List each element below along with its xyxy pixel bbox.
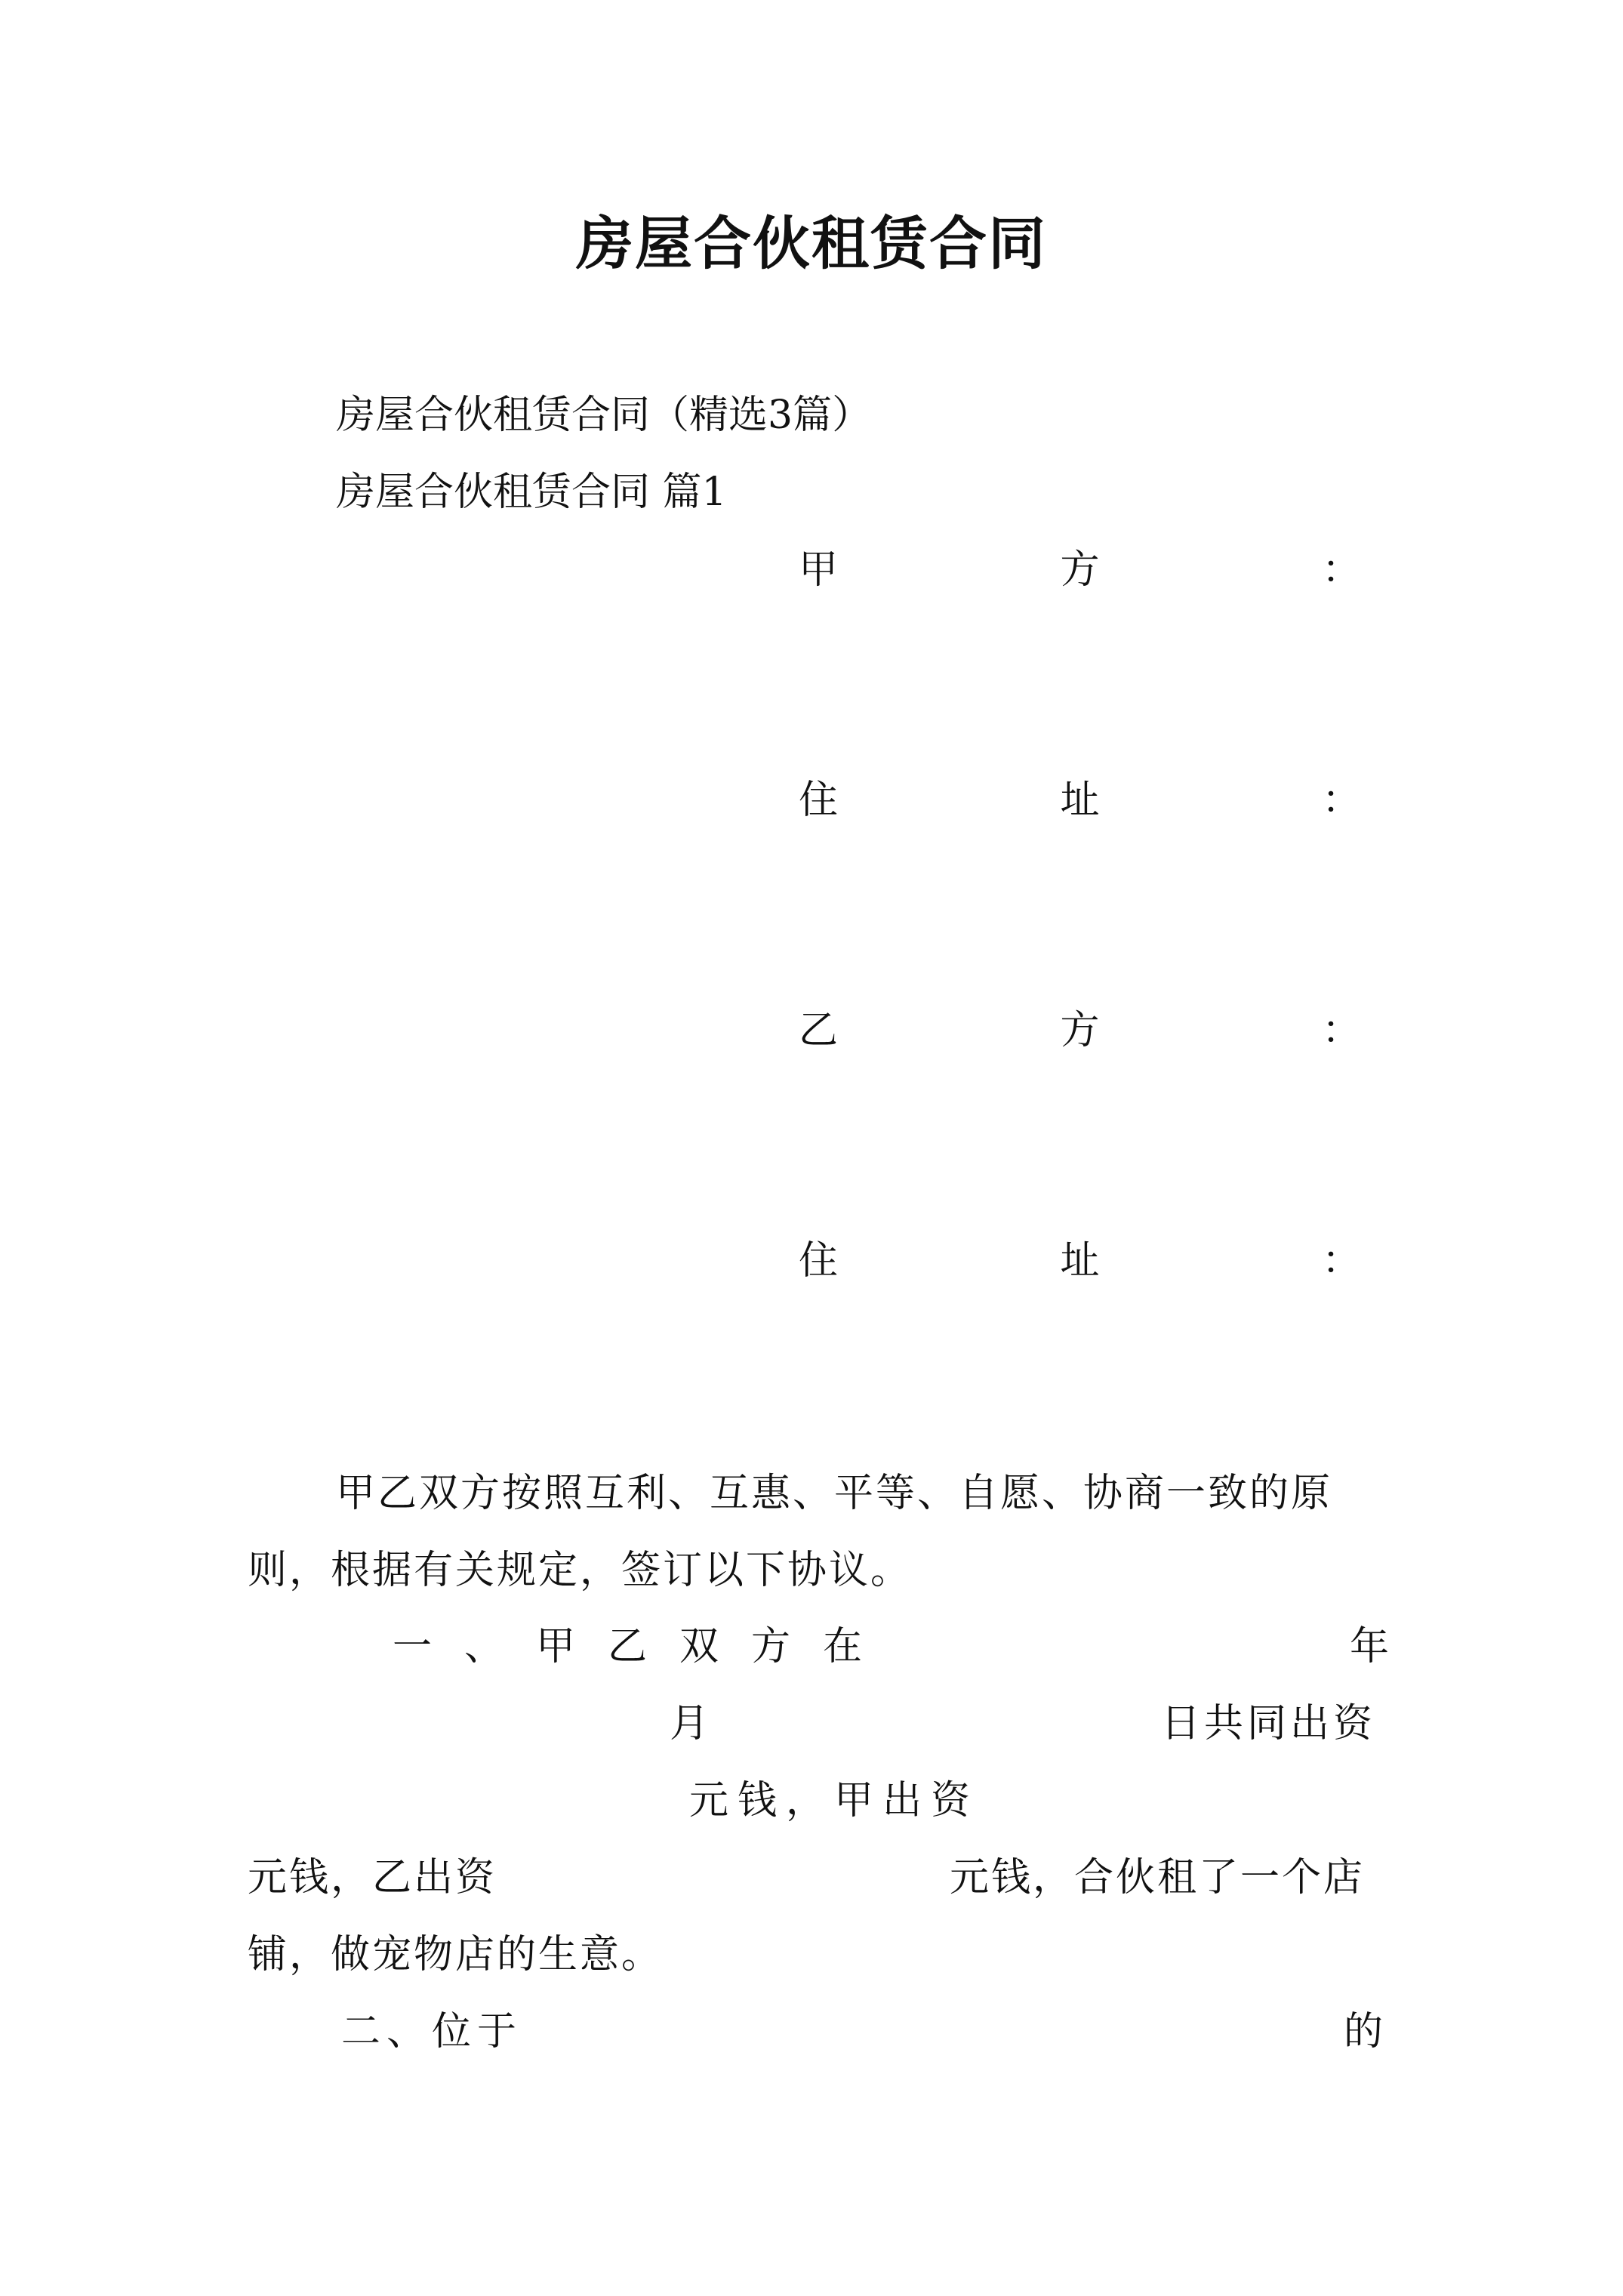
clause-1-yuan-text: 元钱，甲出资 (689, 1778, 980, 1823)
clause-1-month-label: 月 (670, 1701, 710, 1746)
clause-char: 乙 (608, 1624, 648, 1669)
field-char: 方 (1060, 1008, 1100, 1053)
clause-1-line-4-right: 元钱，合伙租了一个店 (950, 1855, 1366, 1900)
clause-char: 甲 (536, 1624, 576, 1669)
document-title: 房屋合伙租赁合同 (576, 210, 1047, 277)
party-a-name-field (799, 544, 1361, 596)
document-subtitle: 房屋合伙租赁合同（精选3篇） (336, 393, 872, 438)
party-b-address-field (799, 1234, 1361, 1287)
paragraph-1-line-1: 甲乙双方按照互利、互惠、平等、自愿、协商一致的原 (336, 1471, 1333, 1516)
party-a-address-field (799, 774, 1361, 827)
clause-char: 一 (393, 1624, 433, 1669)
clause-1-line-1 (393, 1620, 1389, 1673)
clause-char: 方 (751, 1624, 791, 1669)
paragraph-1-line-2: 则，根据有关规定，签订以下协议。 (248, 1548, 913, 1593)
clause-2-right: 的 (1344, 2009, 1384, 2054)
field-char: 住 (799, 1238, 839, 1284)
clause-2-left: 二、位于 (341, 2009, 523, 2054)
clause-1-line-4-left: 元钱，乙出资 (248, 1855, 497, 1900)
clause-char: 、 (464, 1624, 504, 1669)
field-colon: ： (1321, 1008, 1361, 1053)
field-char: 方 (1060, 547, 1100, 593)
field-char: 址 (1060, 1238, 1100, 1284)
field-colon: ： (1321, 547, 1361, 593)
clause-1-day-text: 日共同出资 (1161, 1701, 1377, 1746)
clause-year-label: 年 (1349, 1624, 1389, 1669)
field-colon: ： (1321, 1238, 1361, 1284)
field-char: 乙 (799, 1008, 839, 1053)
field-char: 住 (799, 778, 839, 823)
field-char: 址 (1060, 778, 1100, 823)
clause-char: 双 (679, 1624, 719, 1669)
party-b-name-field (799, 1004, 1361, 1057)
field-colon: ： (1321, 778, 1361, 823)
field-char: 甲 (799, 547, 839, 593)
clause-char: 在 (823, 1624, 863, 1669)
clause-1-line-5: 铺，做宠物店的生意。 (248, 1932, 664, 1977)
section-heading: 房屋合伙租赁合同 篇1 (336, 470, 727, 515)
